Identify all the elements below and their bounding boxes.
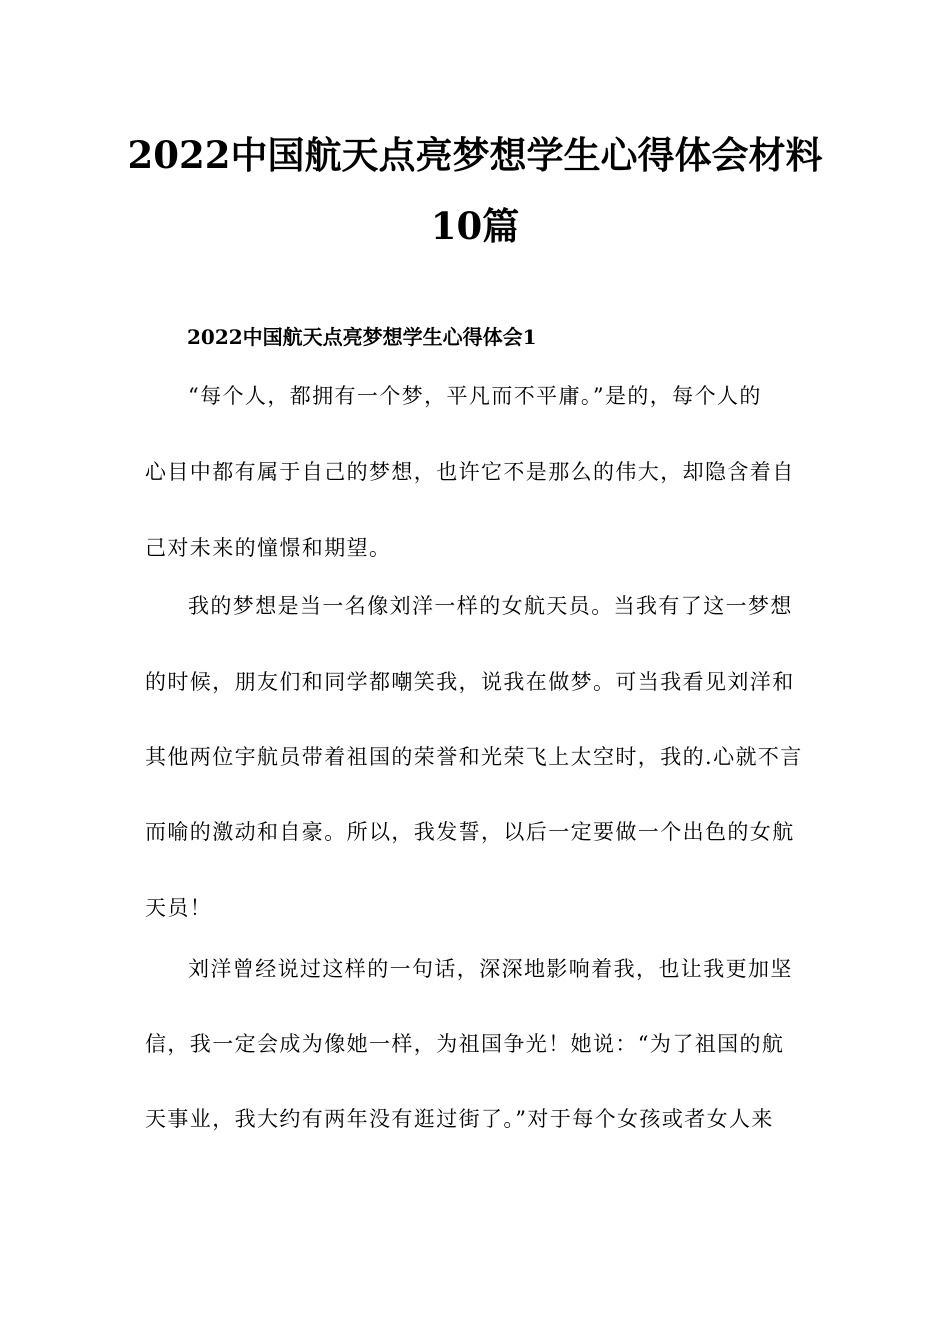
paragraph-line: 刘洋曾经说过这样的一句话，深深地影响着我，也让我更加坚 [188,957,793,981]
paragraph-line: 己对未来的憧憬和期望。 [145,536,392,560]
document-title-line-2: 10篇 [430,204,520,248]
document-title-line-1: 2022中国航天点亮梦想学生心得体会材料 [127,133,823,177]
paragraph-line: 心目中都有属于自己的梦想，也许它不是那么的伟大，却隐含着自 [145,460,795,484]
paragraph-line: 我的梦想是当一名像刘洋一样的女航天员。当我有了这一梦想 [188,594,793,618]
paragraph-line: 天事业，我大约有两年没有逛过街了。”对于每个女孩或者女人来 [145,1107,774,1131]
section-heading: 2022中国航天点亮梦想学生心得体会1 [187,325,537,349]
paragraph-line: 而喻的激动和自豪。所以，我发誓，以后一定要做一个出色的女航 [145,820,795,844]
paragraph-line: 其他两位宇航员带着祖国的荣誉和光荣飞上太空时，我的.心就不言 [145,745,803,769]
paragraph-line: “每个人，都拥有一个梦，平凡而不平庸。”是的，每个人的 [188,384,762,408]
paragraph-line: 的时候，朋友们和同学都嘲笑我，说我在做梦。可当我看见刘洋和 [145,670,795,694]
paragraph-line: 信，我一定会成为像她一样，为祖国争光！她说：“为了祖国的航 [145,1032,785,1056]
paragraph-line: 天员！ [145,896,213,920]
